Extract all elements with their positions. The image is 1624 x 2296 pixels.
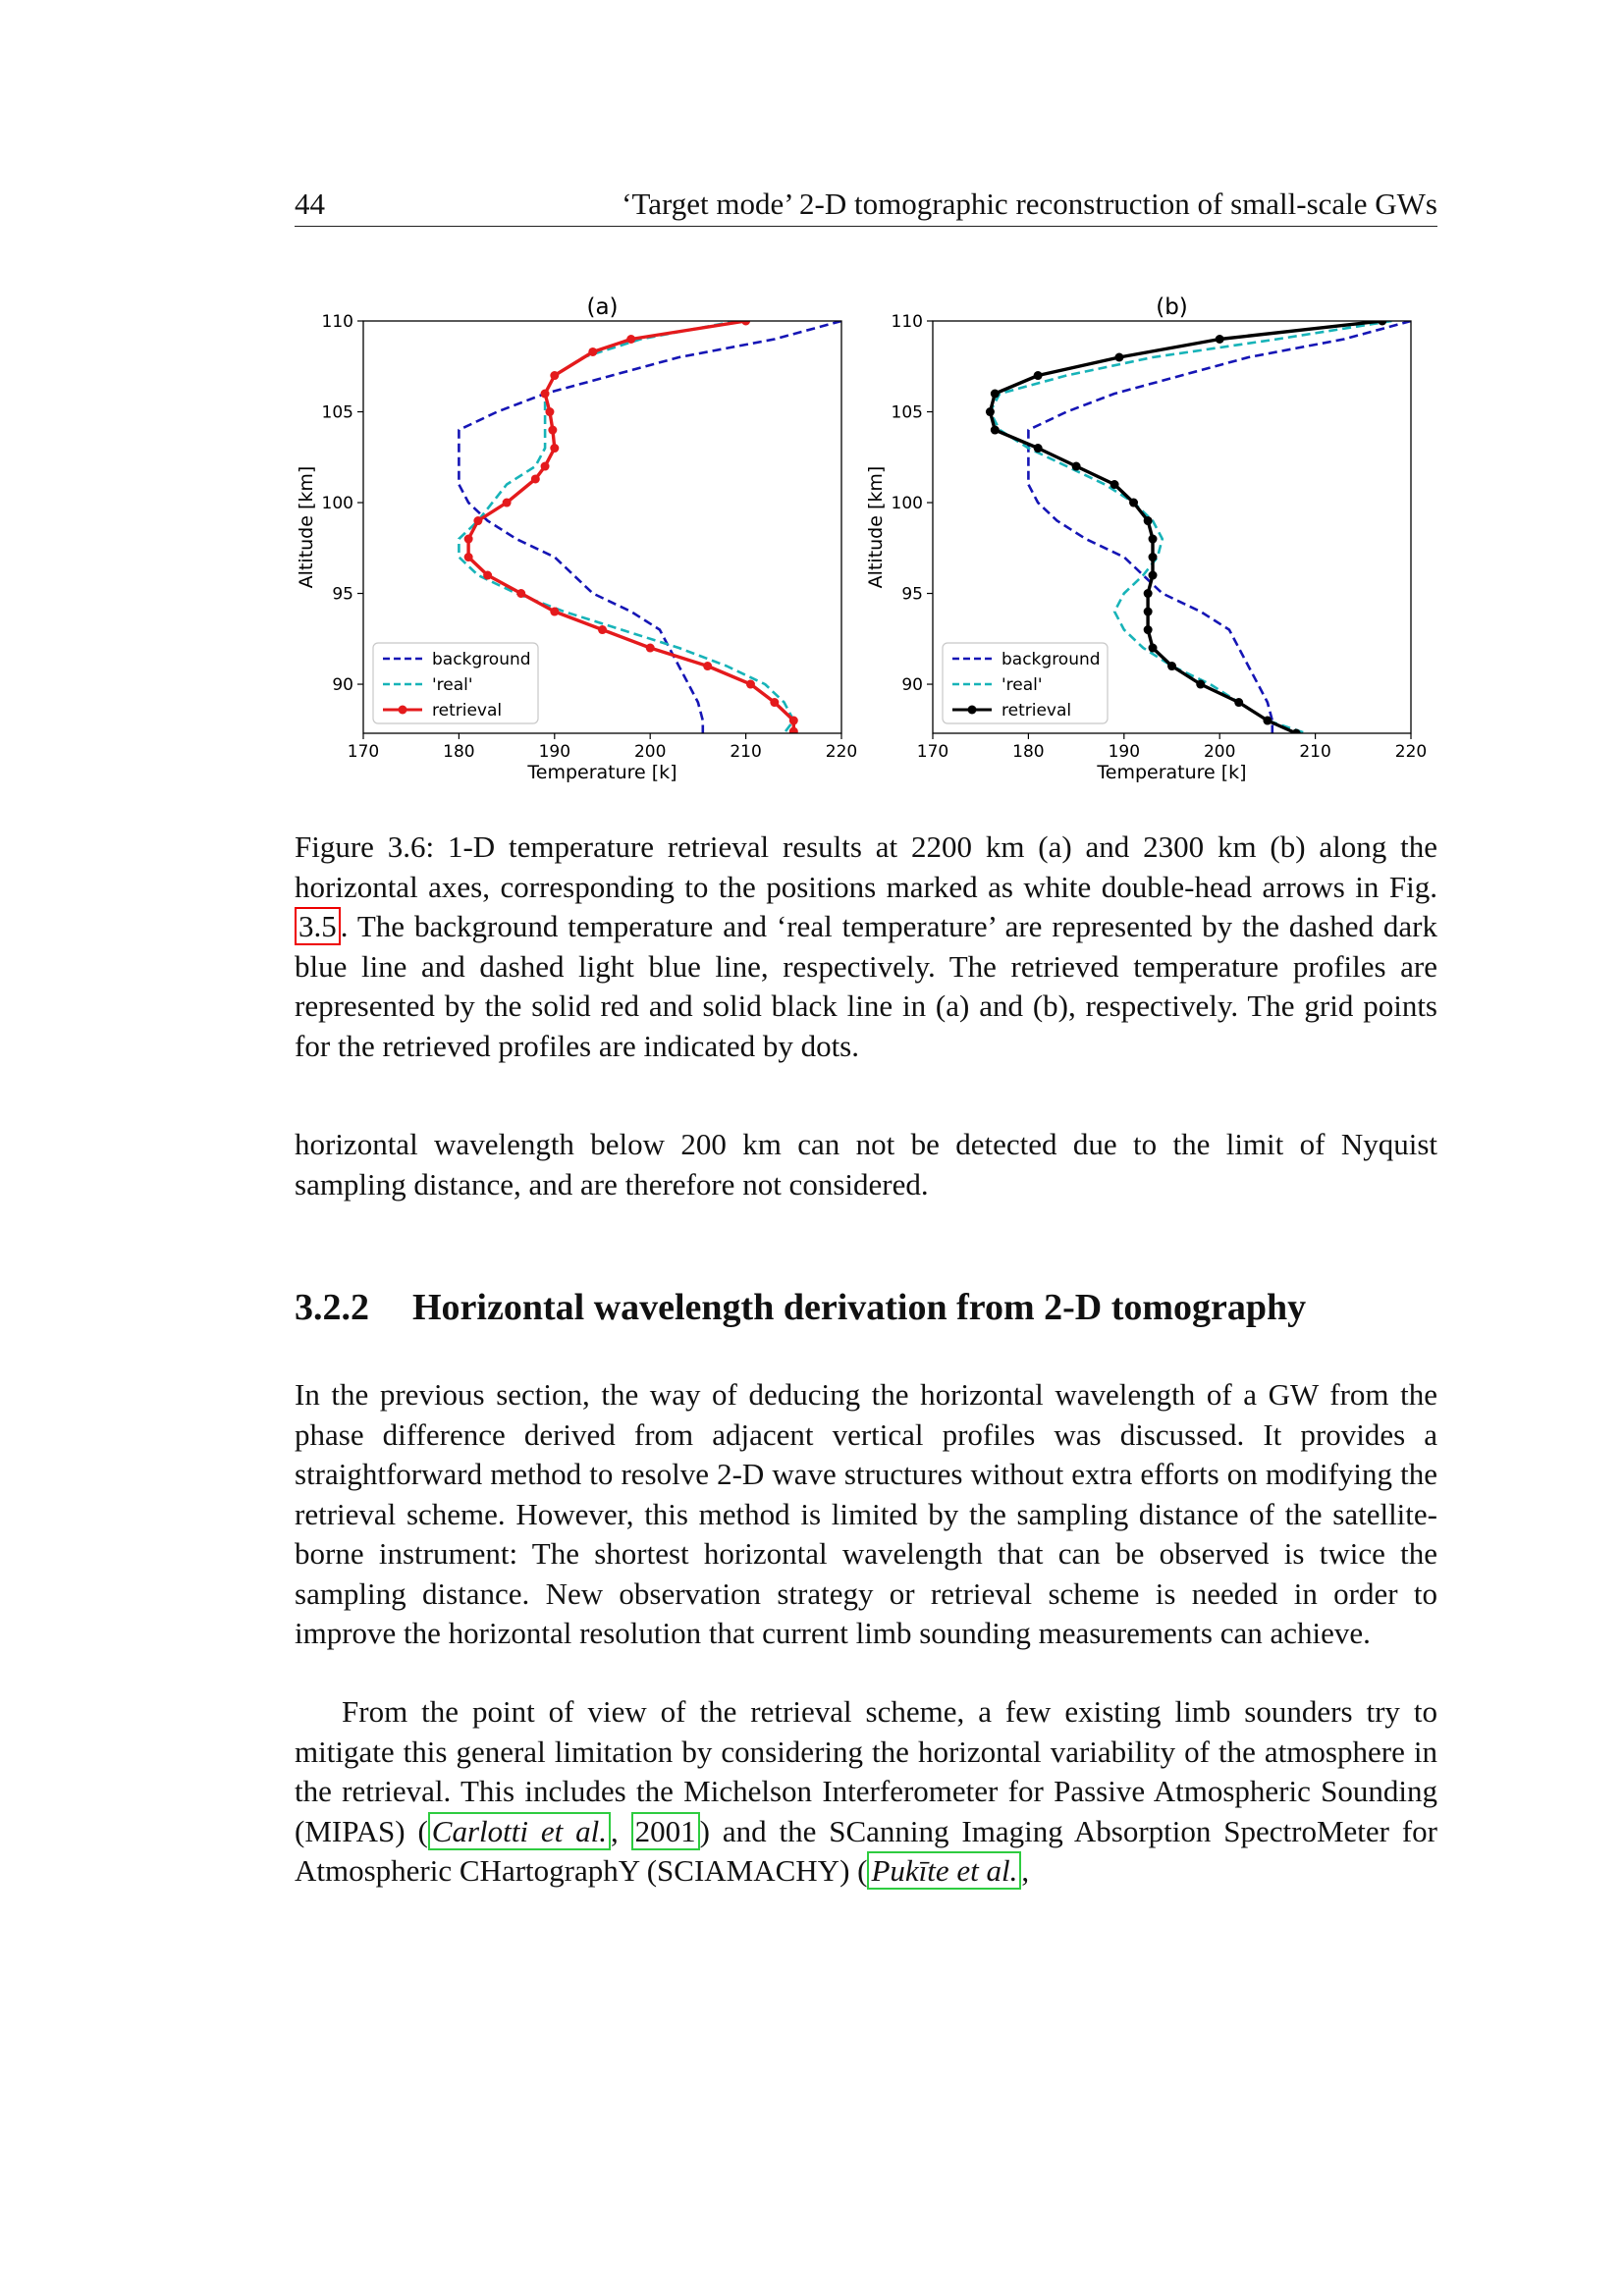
y-tick-label: 105 [321, 402, 353, 423]
data-point [483, 571, 492, 580]
paragraph-retrieval-scheme [295, 1692, 1437, 1892]
y-tick-label: 110 [891, 312, 923, 332]
paragraph-text-continued: ) and the SCanning Imaging Absorption SpectroMeter for Atmospheric CHartographY (SCIAMACHY) ( [295, 1813, 1437, 1888]
data-point [703, 662, 712, 670]
data-point [1149, 644, 1158, 653]
data-point [473, 516, 482, 525]
y-tick-label: 110 [321, 312, 353, 332]
legend-label: 'real' [432, 675, 473, 695]
data-point [1167, 662, 1176, 670]
x-axis-label: Temperature [k] [527, 762, 677, 783]
data-point [1144, 608, 1153, 616]
data-point [1149, 571, 1158, 580]
data-point [598, 625, 607, 634]
x-tick-label: 170 [916, 742, 949, 762]
data-point [548, 426, 557, 435]
section-title: Horizontal wavelength derivation from 2-D tomography [412, 1287, 1307, 1328]
page-number: 44 [295, 187, 325, 221]
legend-label: 'real' [1001, 675, 1043, 695]
data-point [1149, 535, 1158, 544]
data-point [550, 371, 559, 380]
x-tick-label: 180 [1012, 742, 1045, 762]
paragraph-intro: In the previous section, the way of deducing the horizontal wavelength of a GW from the phase difference derived from adjacent vertical profiles was discussed. It provides a straightforward method to resolve 2-D wave structures without extra efforts on modifying the retrieval scheme. However, this method is limited by the sampling distance of the satellite-borne instrument: The shortest horizontal wavelength that can be observed is twice the sampling distance. New observation strategy or retrieval scheme is needed in order to improve the horizontal resolution that current limb sounding measurements can achieve. [295, 1377, 1437, 1650]
x-tick-label: 210 [730, 742, 762, 762]
data-point [626, 335, 635, 344]
data-point [541, 462, 550, 471]
chart-a-title: (a) [586, 294, 619, 320]
data-point [464, 553, 473, 561]
data-point [991, 390, 1000, 399]
y-axis-label: Altitude [km] [865, 465, 887, 589]
citation-link-carlotti[interactable]: Carlotti et al. [428, 1812, 611, 1850]
citation-link-pukite[interactable]: Pukīte et al. [867, 1851, 1021, 1890]
data-point [1034, 371, 1043, 380]
section-number: 3.2.2 [295, 1287, 369, 1328]
chart-a-svg [285, 285, 859, 795]
data-point [789, 727, 798, 736]
data-point [1149, 553, 1158, 561]
x-tick-label: 200 [633, 742, 667, 762]
legend-label: background [1001, 650, 1101, 669]
citation-link-year[interactable]: 2001 [631, 1812, 700, 1850]
x-tick-label: 190 [1108, 742, 1141, 762]
y-tick-label: 100 [321, 494, 353, 514]
section-heading [295, 1286, 1437, 1329]
legend-marker [968, 706, 977, 715]
x-tick-label: 180 [443, 742, 475, 762]
data-point [541, 390, 550, 399]
data-point [646, 644, 655, 653]
data-point [770, 698, 779, 707]
chart-b-svg [854, 285, 1429, 795]
data-point [991, 426, 1000, 435]
chart-b-title: (b) [1156, 294, 1188, 320]
legend-label: retrieval [1001, 701, 1072, 721]
figure-caption [295, 828, 1437, 1066]
data-point [464, 535, 473, 544]
chart-a [285, 285, 859, 795]
data-point [1263, 717, 1272, 725]
x-tick-label: 210 [1299, 742, 1331, 762]
legend-label: retrieval [432, 701, 503, 721]
data-point [516, 589, 525, 598]
x-tick-label: 190 [538, 742, 571, 762]
paragraph-continuation: horizontal wavelength below 200 km can not be detected due to the limit of Nyquist sampling distance, and are therefore not considered. [295, 1127, 1437, 1201]
data-point [1129, 499, 1138, 507]
paragraph-text: From the point of view of the retrieval scheme, a few existing limb sounders try to mitigate this general limitation by considering the horizontal variability of the atmosphere in the retrieval. This includes the Michelson Interferometer for Passive Atmospheric Sounding (MIPAS) ( [295, 1694, 1437, 1848]
chart-b [854, 285, 1429, 795]
data-point [986, 407, 995, 416]
data-point [545, 407, 554, 416]
data-point [1110, 480, 1119, 489]
x-axis-label: Temperature [k] [1097, 762, 1247, 783]
data-point [1234, 698, 1243, 707]
y-tick-label: 90 [901, 675, 923, 696]
citation-trailing-comma: , [1021, 1853, 1030, 1888]
data-point [550, 444, 559, 453]
y-tick-label: 95 [332, 584, 353, 605]
data-point [1034, 444, 1043, 453]
data-point [789, 717, 798, 725]
running-title: ‘Target mode’ 2-D tomographic reconstruction of small-scale GWs [622, 187, 1437, 221]
data-point [531, 474, 540, 483]
x-tick-label: 200 [1203, 742, 1236, 762]
x-tick-label: 220 [1394, 742, 1428, 762]
legend-marker [399, 706, 407, 715]
citation-separator: , [610, 1813, 631, 1848]
y-tick-label: 90 [332, 675, 353, 696]
data-point [550, 608, 559, 616]
data-point [1216, 335, 1224, 344]
x-tick-label: 170 [347, 742, 380, 762]
figure-3-6 [285, 285, 1437, 795]
y-tick-label: 95 [901, 584, 923, 605]
data-point [503, 499, 512, 507]
caption-text-start: Figure 3.6: 1-D temperature retrieval results at 2200 km (a) and 2300 km (b) along the horizontal axes, corresponding to the positions marked as white double-head arrows in Fig. [295, 829, 1437, 904]
data-point [1144, 625, 1153, 634]
data-point [588, 347, 597, 356]
legend-label: background [432, 650, 531, 669]
x-tick-label: 220 [825, 742, 858, 762]
data-point [746, 680, 755, 689]
data-point [1196, 680, 1205, 689]
data-point [1072, 462, 1081, 471]
data-point [1144, 589, 1153, 598]
y-axis-label: Altitude [km] [296, 465, 317, 589]
y-tick-label: 105 [891, 402, 923, 423]
y-tick-label: 100 [891, 494, 923, 514]
running-header [295, 183, 1437, 227]
data-point [1114, 353, 1123, 362]
data-point [1144, 516, 1153, 525]
caption-text-end: . The background temperature and ‘real temperature’ are represented by the dashed dark blue line and dashed light blue line, respectively. The retrieved temperature profiles are represented by the solid red and solid black line in (a) and (b), respectively. The grid points for the retrieved profiles are indicated by dots. [295, 909, 1437, 1063]
figure-ref-link[interactable]: 3.5 [295, 907, 341, 945]
